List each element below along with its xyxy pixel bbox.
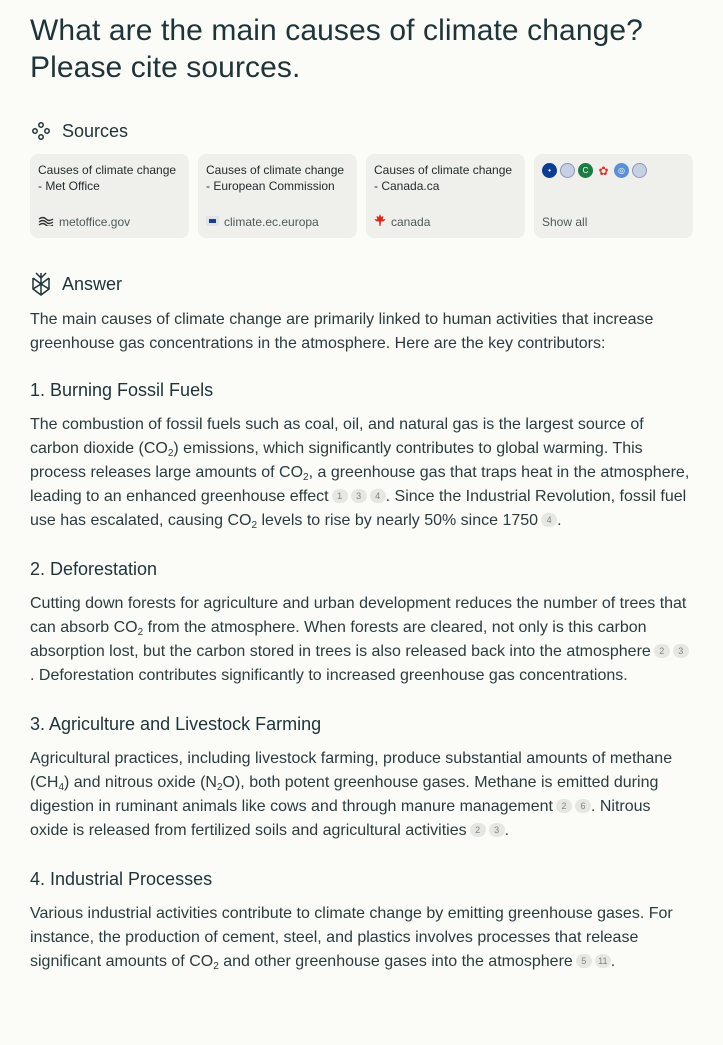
source-card-title: Causes of climate change - Met Office (38, 163, 177, 193)
metoffice-logo-icon (38, 215, 54, 229)
source-card-domain: canada (391, 214, 431, 229)
citation-badge[interactable]: 2 (556, 799, 572, 813)
citation-badge[interactable]: 2 (654, 644, 670, 658)
answer-header (30, 272, 693, 296)
section-body-industrial: Various industrial activities contribute to climate change by emitting greenhouse gases. For instance, the production of cement, steel, and plastics involves processes that release significant amounts of $CO_2$ and other greenhouse gases into the atmosphere 5 11 . (30, 905, 673, 972)
sources-header (30, 120, 693, 142)
source-card-title: Causes of climate change - Canada.ca (374, 163, 513, 193)
source-card-site (374, 214, 430, 229)
section-body-fossil-fuels: The combustion of fossil fuels such as coal, oil, and natural gas is the largest source of carbon dioxide $(CO_2)$ emissions, which significantly contributes to global warming. This process releases large amounts of $CO_2$, a greenhouse gas that traps heat in the atmosphere, leading to an enhanced greenhouse effect 1 3 4 . Since the Industrial Revolution, fossil fuel use has escalated, causing $CO_2$ levels to rise by nearly 50% since 1750 4 . (30, 416, 690, 531)
globe-icon (560, 163, 575, 178)
nasa-icon: • (542, 163, 557, 178)
maple-leaf-icon (374, 214, 386, 229)
citation-badge[interactable]: 5 (576, 954, 592, 968)
source-card-title: Causes of climate change - European Commission (206, 163, 345, 193)
un-emblem-icon: ◎ (614, 163, 629, 178)
citation-badge[interactable]: 3 (489, 823, 505, 837)
section-title-industrial: 4. Industrial Processes (30, 869, 213, 889)
source-cards (30, 154, 693, 238)
section-body-deforestation: Cutting down forests for agriculture and urban development reduces the number of trees that can absorb $CO_2$ from the atmosphere. When forests are cleared, not only is this carbon absorption lost, but the carbon stored in trees is also released back into the atmosphere 2 3. Deforestation contributes significantly to increased greenhouse gas concentrations. (30, 592, 693, 688)
source-card-site (38, 215, 130, 229)
source-card-european-commission[interactable] (198, 154, 357, 238)
citation-badge[interactable]: 11 (595, 954, 611, 968)
query-title (30, 0, 693, 86)
citation-badge[interactable]: 1 (332, 489, 348, 503)
source-card-domain: metoffice.gov (59, 215, 131, 229)
section-title-deforestation: 2. Deforestation (30, 559, 158, 579)
section-body-agriculture: Agricultural practices, including livestock farming, produce substantial amounts of methane $(CH_4)$ and nitrous oxide $(N_2O)$, both potent greenhouse gases. Methane is emitted during digestion in ruminant animals like cows and through manure management 2 6 . Nitrous oxide is released from fertilized soils and agricultural activities 2 3 . (30, 750, 673, 839)
answer-intro: The main causes of climate change are primarily linked to human activities that increase greenhouse gas concentrations in the atmosphere. Here are the key contributors: (30, 311, 654, 352)
red-flower-icon: ✿ (598, 163, 609, 178)
source-favicons (542, 163, 685, 178)
sources-icon (30, 120, 52, 142)
citation-badge[interactable]: 4 (541, 513, 557, 527)
query-line-1: What are the main causes of climate change? (30, 14, 643, 47)
query-line-2: Please cite sources. (30, 51, 301, 84)
citation-badge[interactable]: 6 (575, 799, 591, 813)
citation-badge[interactable]: 3 (673, 644, 689, 658)
sources-heading: Sources (62, 120, 129, 141)
source-card-canada[interactable] (366, 154, 525, 238)
citation-badge[interactable]: 4 (370, 489, 386, 503)
green-logo-icon: C (578, 163, 593, 178)
source-card-metoffice[interactable] (30, 154, 189, 238)
answer-heading: Answer (62, 273, 123, 294)
show-all-sources-card[interactable] (534, 154, 693, 238)
globe-icon (632, 163, 647, 178)
answer-icon (30, 272, 52, 296)
section-title-fossil-fuels: 1. Burning Fossil Fuels (30, 380, 214, 400)
eu-flag-icon (206, 215, 219, 229)
section-title-agriculture: 3. Agriculture and Livestock Farming (30, 714, 322, 734)
source-card-site (206, 215, 319, 229)
source-card-domain: climate.ec.europa (224, 215, 319, 229)
citation-badge[interactable]: 3 (351, 489, 367, 503)
citation-badge[interactable]: 2 (470, 823, 486, 837)
show-all-label: Show all (542, 215, 588, 229)
